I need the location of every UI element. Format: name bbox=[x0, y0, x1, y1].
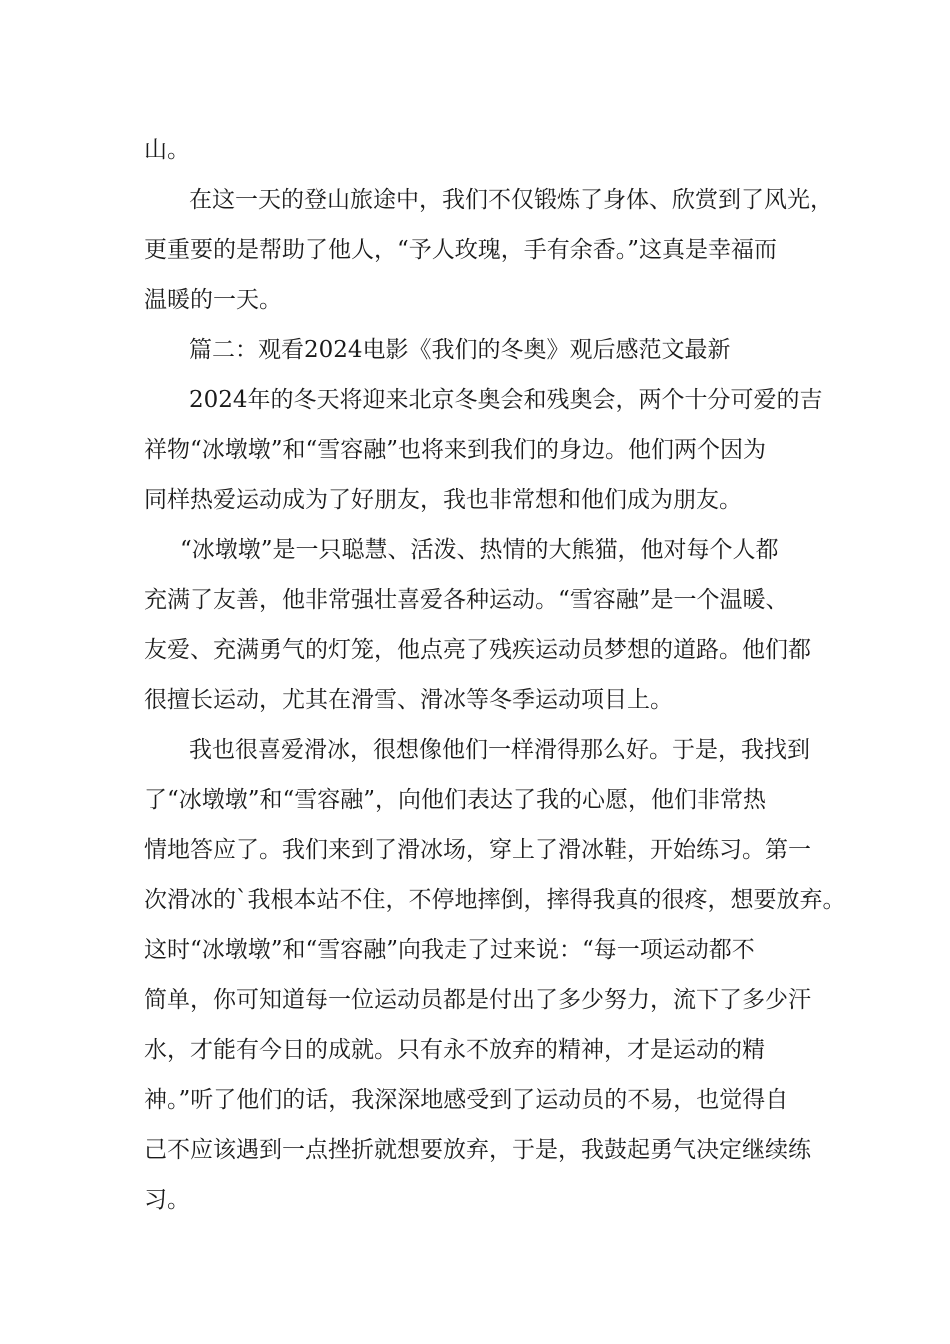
section-heading: 篇二：观看2024电影《我们的冬奥》观后感范文最新 bbox=[189, 337, 731, 363]
text-line: 简单，你可知道每一位运动员都是付出了多少努力，流下了多少汗 bbox=[144, 987, 811, 1013]
paragraph-first-line: 2024年的冬天将迎来北京冬奥会和残奥会，两个十分可爱的吉 bbox=[189, 387, 823, 413]
text-line: 祥物“冰墩墩”和“雪容融”也将来到我们的身边。他们两个因为 bbox=[144, 437, 767, 463]
text-line: 更重要的是帮助了他人，“予人玫瑰，手有余香。”这真是幸福而 bbox=[144, 237, 778, 263]
text-line: 同样热爱运动成为了好朋友，我也非常想和他们成为朋友。 bbox=[144, 487, 742, 513]
text-line: 习。 bbox=[144, 1187, 190, 1213]
text-line: 山。 bbox=[144, 137, 190, 163]
text-line: 这时“冰墩墩”和“雪容融”向我走了过来说：“每一项运动都不 bbox=[144, 937, 755, 963]
text-line: 了“冰墩墩”和“雪容融”，向他们表达了我的心愿，他们非常热 bbox=[144, 787, 767, 813]
text-line: 次滑冰的`我根本站不住，不停地摔倒，摔得我真的很疼，想要放弃。 bbox=[144, 887, 846, 913]
text-line: 情地答应了。我们来到了滑冰场，穿上了滑冰鞋，开始练习。第一 bbox=[144, 837, 811, 863]
paragraph-first-line: 在这一天的登山旅途中，我们不仅锻炼了身体、欣赏到了风光， bbox=[189, 187, 833, 213]
text-line: 友爱、充满勇气的灯笼，他点亮了残疾运动员梦想的道路。他们都 bbox=[144, 637, 811, 663]
paragraph-first-line: 我也很喜爱滑冰，很想像他们一样滑得那么好。于是，我找到 bbox=[189, 737, 810, 763]
text-line: 神。”听了他们的话，我深深地感受到了运动员的不易，也觉得自 bbox=[144, 1087, 789, 1113]
text-line: 己不应该遇到一点挫折就想要放弃，于是，我鼓起勇气决定继续练 bbox=[144, 1137, 811, 1163]
text-line: 温暖的一天。 bbox=[144, 287, 282, 313]
text-line: 充满了友善，他非常强壮喜爱各种运动。“雪容融”是一个温暖、 bbox=[144, 587, 789, 613]
text-line: 水，才能有今日的成就。只有永不放弃的精神，才是运动的精 bbox=[144, 1037, 765, 1063]
text-line: 很擅长运动，尤其在滑雪、滑冰等冬季运动项目上。 bbox=[144, 687, 673, 713]
paragraph-first-line: “冰墩墩”是一只聪慧、活泼、热情的大熊猫，他对每个人都 bbox=[180, 537, 779, 563]
